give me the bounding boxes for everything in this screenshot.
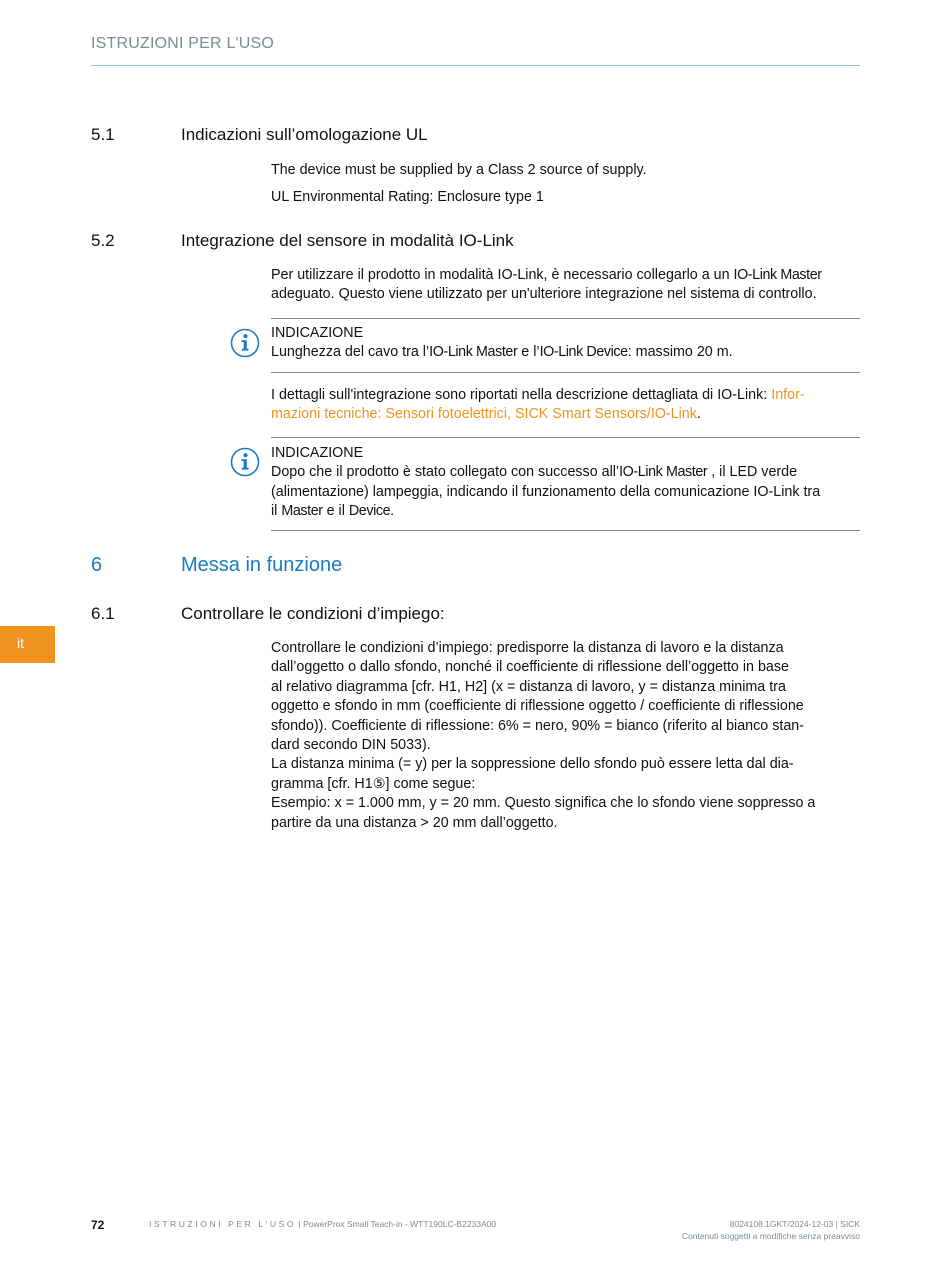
note-title: INDICAZIONE [271, 325, 364, 341]
language-code: it [17, 635, 24, 651]
line: dall’oggetto o dallo sfondo, nonché il coefficiente di riflessione dell’oggetto in base [271, 659, 789, 676]
info-link[interactable]: mazioni tecniche: Sensori fotoelettrici, SICK Smart Sensors/IO-Link [271, 406, 697, 423]
line: sfondo)). Coefficiente di riflessione: 6% = nero, 90% = bianco (riferito al bianco stan- [271, 717, 804, 734]
section-title: Indicazioni sull’omologazione UL [181, 125, 428, 144]
info-icon [230, 447, 260, 477]
footer-notice: Contenuti soggetti a modifiche senza preavviso [681, 1231, 860, 1241]
footer-doc-id: 8024108.1GKT/2024-12-03 | SICK [729, 1219, 860, 1229]
info-link[interactable]: Infor- [771, 387, 805, 403]
line: Esempio: x = 1.000 mm, y = 20 mm. Questo significa che lo sfondo viene soppresso a [271, 795, 816, 812]
line: oggetto e sfondo in mm (coefficiente di riflessione oggetto / coefficiente di riflessione [271, 698, 804, 715]
line: Controllare le condizioni d’impiego: predisporre la distanza di lavoro e la distanza [271, 640, 784, 656]
note-text: Lunghezza del cavo tra l’IO-Link Master e l’IO-Link Device: massimo 20 m. [271, 344, 733, 361]
note-divider [271, 437, 860, 438]
term: IO-Link Master [733, 267, 822, 283]
note-divider [271, 530, 860, 531]
line: gramma [cfr. H1⑤] come segue: [271, 775, 476, 792]
line: dard secondo DIN 5033). [271, 737, 431, 754]
note-title: INDICAZIONE [271, 445, 364, 461]
info-icon [230, 328, 260, 358]
section-title: Controllare le condizioni d’impiego: [181, 604, 445, 623]
section-body [271, 161, 861, 208]
header-divider [91, 65, 860, 66]
running-header: ISTRUZIONI PER L'USO [91, 35, 275, 52]
footer-doc-title: ISTRUZIONI PER L'USO | PowerProx Small Teach-in - WTT190LC-B2233A00 [149, 1219, 497, 1229]
note-divider [271, 318, 860, 319]
text: Per utilizzare il prodotto in modalità IO-Link, è necessario collegarlo a un [271, 267, 734, 283]
section-body [271, 386, 861, 425]
paragraph: I dettagli sull'integrazione sono riportati nella descrizione dettagliata di IO-Link: Infor- mazioni tecniche: Sensori fotoelettrici, SICK Smart Sensors/IO-Link. [271, 387, 805, 423]
page-number: 72 [91, 1218, 105, 1232]
note-text: Dopo che il prodotto è stato collegato con successo all’IO-Link Master , il LED verde (alimentazione) lampeggia, indicando il funzionamento della comunicazione IO-Link tra il Master e il Device. [271, 464, 821, 520]
text: adeguato. Questo viene utilizzato per un'ulteriore integrazione nel sistema di controllo. [271, 286, 817, 303]
language-tab [0, 626, 55, 663]
line: partire da una distanza > 20 mm dall’oggetto. [271, 814, 558, 831]
chapter-number: 6 [91, 554, 103, 576]
paragraph [271, 266, 861, 305]
note-box [271, 444, 861, 522]
section-number: 5.1 [91, 125, 115, 144]
footer-right [682, 1218, 860, 1242]
note-box [271, 324, 861, 363]
note-divider [271, 372, 860, 373]
chapter-title: Messa in funzione [181, 554, 343, 576]
line: La distanza minima (= y) per la soppressione dello sfondo può essere letta dal dia- [271, 756, 794, 773]
section-number: 6.1 [91, 604, 115, 623]
section-body [271, 639, 861, 833]
line: al relativo diagramma [cfr. H1, H2] (x = distanza di lavoro, y = distanza minima tra [271, 678, 786, 695]
paragraph: The device must be supplied by a Class 2 source of supply. [271, 162, 647, 178]
section-number: 5.2 [91, 231, 115, 250]
paragraph: UL Environmental Rating: Enclosure type 1 [271, 189, 544, 206]
section-title: Integrazione del sensore in modalità IO-Link [181, 231, 514, 250]
section-body [271, 266, 861, 305]
